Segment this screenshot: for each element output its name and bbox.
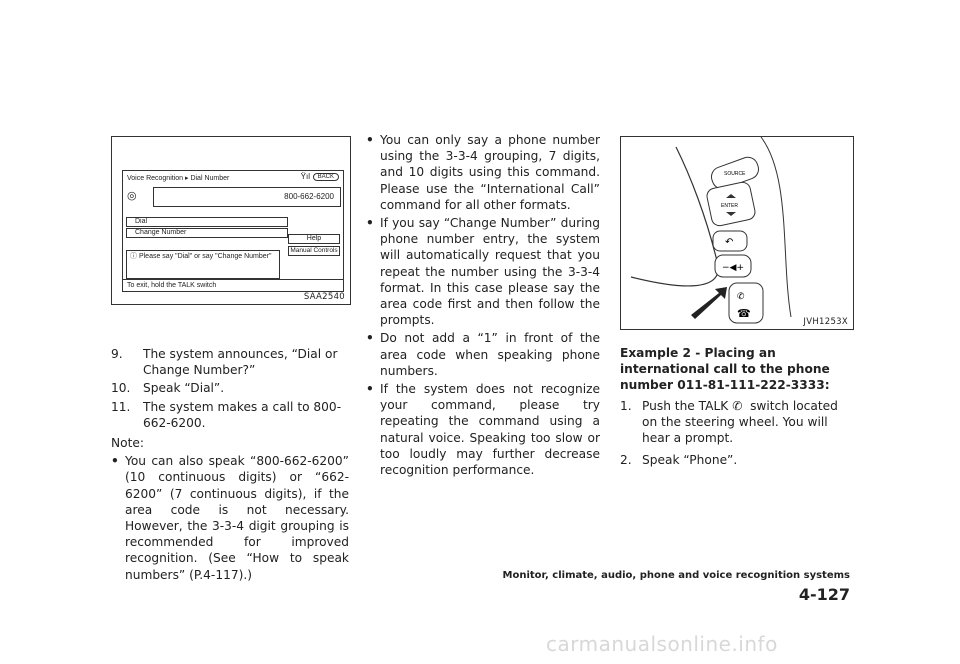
manual-controls-button: Manual Controls [288,246,340,256]
step-2: 2. Speak “Phone”. [620,453,738,468]
back-button: BACK [313,173,339,181]
bullet-icon: • [366,133,374,147]
talk-switch-icon: ✆ [732,398,743,413]
figure-code: JVH1253X [803,317,848,327]
bullet-icon: • [366,382,374,397]
change-number-label: Change Number [135,229,187,236]
voice-icon: ◎ [127,190,137,202]
phone-icon: ☎ [737,307,751,320]
figure-steering-switches [620,136,854,330]
bullet-icon: • [366,216,374,231]
screen-title: Voice Recognition ▸ Dial Number [127,175,230,182]
step-9: 9. The system announces, “Dial or Change Number?” [111,347,338,378]
signal-icon: Ÿıl [300,172,310,181]
column-2 [366,132,600,480]
divider [123,279,343,280]
step-1: 1. Push the TALK ✆ switch located on the steering wheel. You will hear a prompt. [620,398,838,446]
column-1 [111,346,349,585]
bullet-item: • You can only say a phone number using the 3-3-4 grouping, 7 digits, and 10 digits using this command. Please use the “International Call” command for all other formats. [366,133,600,212]
back-icon: ↶ [725,237,734,248]
prompt-box [126,250,280,279]
bullet-item: • Do not add a “1” in front of the area code when speaking phone numbers. [366,331,600,378]
prompt-text: Please say "Dial" or say "Change Number" [138,253,272,260]
figure-code: SAA2540 [303,292,345,302]
column-3 [620,345,852,470]
enter-label: ENTER [721,203,738,209]
dial-option [126,217,288,227]
volume-icon: −◀+ [722,263,745,273]
change-number-option [126,228,288,238]
footer-title: Monitor, climate, audio, phone and voice recognition systems [502,570,850,581]
pointer-arrow [691,287,727,319]
note-bullet: • You can also speak “800-662-6200” (10 continuous digits) or “662-6200” (7 continuous digits), if the area code is not necessary. However, the 3-3-4 digit grouping is recommended for improved recognition. (See “How to speak numbers” (P.4-117).) [111,454,349,582]
note-label: Note: [111,436,144,451]
number-display [153,187,341,207]
bullet-icon: • [366,331,374,346]
exit-instruction: To exit, hold the TALK switch [127,282,217,289]
figure-dial-number-screen [111,136,351,305]
screen-display [122,170,344,292]
watermark: carmanualsonline.info [546,632,778,656]
page-number: 4-127 [798,585,850,604]
example-heading: Example 2 - Placing an international call to the phone number 011-81-111-222-3333: [620,346,830,393]
talk-switch-icon: ✆ [737,292,745,302]
bullet-item: • If you say “Change Number” during phone number entry, the system will automatically request that you repeat the number using the 3-3-4 format. In this case please say the area code first and then follow the prompts. [366,216,600,328]
source-label: SOURCE [724,171,746,177]
bullet-item: • If the system does not recognize your command, please try repeating the command using a natural voice. Speaking too slow or too loudly may further decrease recognition performance. [366,382,600,478]
help-button: Help [288,234,340,244]
bullet-icon: • [111,454,119,469]
step-11: 11. The system makes a call to 800-662-6200. [111,399,342,430]
page-footer [500,565,850,604]
dial-label: Dial [135,218,148,225]
info-icon: ⓘ [130,253,137,260]
step-10: 10. Speak “Dial”. [111,381,225,396]
steering-wheel-illustration [621,137,853,329]
phone-number: 800-662-6200 [284,192,334,201]
